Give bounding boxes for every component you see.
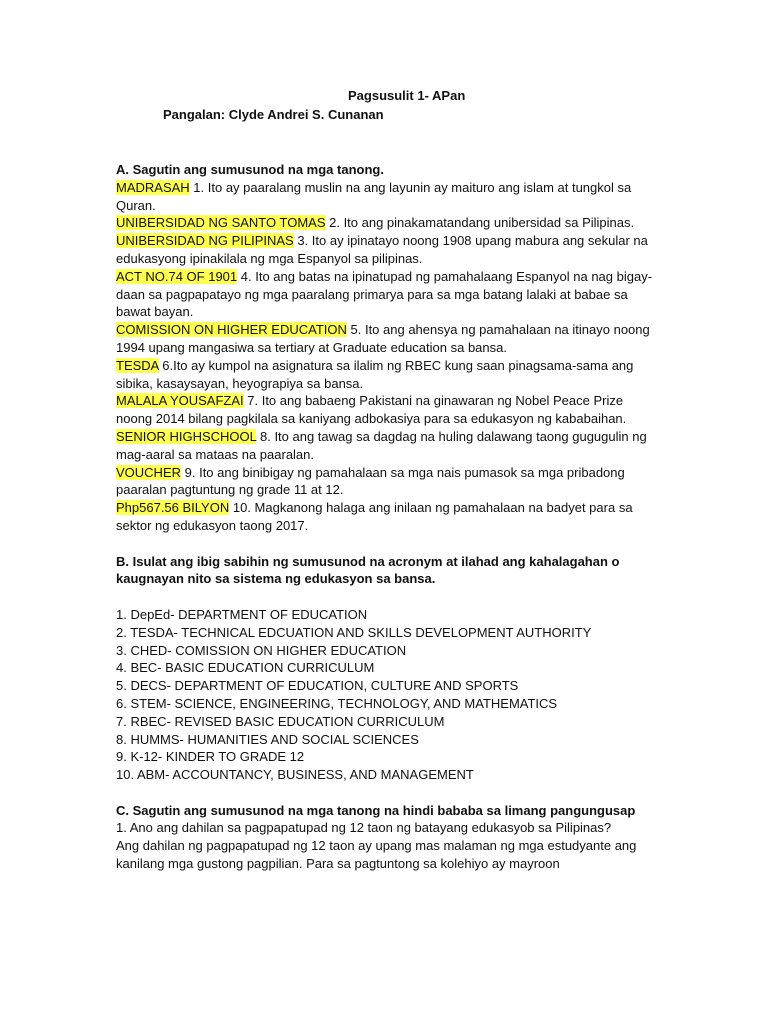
question-item-6 — [116, 357, 656, 393]
highlighted-answer: Php567.56 BILYON — [116, 500, 230, 516]
list-item: 5. DECS- DEPARTMENT OF EDUCATION, CULTURE AND SPORTS — [116, 678, 519, 694]
question-text: 6.Ito ay kumpol na asignatura sa ilalim ng RBEC kung saan pinagsama-sama ang sibika, kasaysayan, heyograpiya sa bansa. — [116, 357, 634, 391]
list-item: 6. STEM- SCIENCE, ENGINEERING, TECHNOLOGY, AND MATHEMATICS — [116, 695, 558, 711]
highlighted-answer: UNIBERSIDAD NG SANTO TOMAS — [116, 215, 326, 231]
question-text: 5. Ito ang ahensya ng pamahalaan na itinayo noong 1994 upang mangasiwa sa tertiary at Graduate education sa bansa. — [116, 322, 650, 355]
highlighted-answer: VOUCHER — [116, 464, 182, 480]
question-item-9 — [116, 464, 656, 500]
highlighted-answer: MADRASAH — [116, 179, 190, 195]
highlighted-answer: UNIBERSIDAD NG PILIPINAS — [116, 233, 294, 249]
question-item-10 — [116, 499, 656, 535]
question-item-3 — [116, 232, 656, 268]
list-item: 2. TESDA- TECHNICAL EDCUATION AND SKILLS DEVELOPMENT AUTHORITY — [116, 624, 592, 640]
list-item: 1. DepEd- DEPARTMENT OF EDUCATION — [116, 606, 368, 622]
highlighted-answer: ACT NO.74 OF 1901 — [116, 268, 238, 284]
question-item-1 — [116, 179, 656, 215]
spacer — [116, 784, 656, 802]
document-title: Pagsusulit 1- APan — [348, 88, 466, 103]
question-text: 3. Ito ay ipinatayo noong 1908 upang mabura ang sekular na edukasyong ipinakilala ng mga Espanyol sa pilipinas. — [116, 233, 648, 266]
question-text: 2. Ito ang pinakamatandang unibersidad sa Pilipinas. — [325, 215, 635, 231]
list-item: 4. BEC- BASIC EDUCATION CURRICULUM — [116, 660, 375, 676]
section-c-question: 1. Ano ang dahilan sa pagpapatupad ng 12 taon ng batayang edukasyob sa Pilipinas? — [116, 820, 612, 836]
question-item-8 — [116, 428, 656, 464]
question-item-4 — [116, 268, 656, 321]
question-text: 4. Ito ang batas na ipinatupad ng pamahalaang Espanyol na nag bigay-daan sa pagpapatayo ng mga paaralang primarya para sa mga batang lalaki at babae sa bawat bayan. — [116, 268, 653, 320]
question-item-7 — [116, 392, 656, 428]
section-c-answer: Ang dahilan ng pagpapatupad ng 12 taon ay upang mas malaman ng mga estudyante ang kanilang mga gustong pagpilian. Para sa pagtuntong sa kolehiyo ay mayroon — [116, 838, 637, 872]
question-text: 8. Ito ang tawag sa dagdag na huling dalawang taong gugugulin ng mag-aaral sa mataas na paaralan. — [116, 428, 647, 462]
highlighted-answer: TESDA — [116, 357, 159, 373]
highlighted-answer: MALALA YOUSAFZAI — [116, 393, 244, 409]
list-item: 10. ABM- ACCOUNTANCY, BUSINESS, AND MANAGEMENT — [116, 767, 474, 783]
student-name: Pangalan: Clyde Andrei S. Cunanan — [163, 107, 384, 122]
list-item: 3. CHED- COMISSION ON HIGHER EDUCATION — [116, 642, 407, 658]
question-text: 1. Ito ay paaralang muslin na ang layunin ay maituro ang islam at tungkol sa Quran. — [116, 179, 632, 213]
acronym-list — [116, 606, 656, 784]
question-item-5 — [116, 321, 656, 357]
question-text: 7. Ito ang babaeng Pakistani na ginawaran ng Nobel Peace Prize noong 2014 bilang pagkilala sa kaniyang adbokasiya para sa edukasyon ng kababaihan. — [116, 393, 627, 427]
question-text: 9. Ito ang binibigay ng pamahalaan sa mga nais pumasok sa mga pribadong paaralan pagtuntung ng grade 11 at 12. — [116, 464, 625, 498]
section-b-heading: B. Isulat ang ibig sabihin ng sumusunod na acronym at ilahad ang kahalagahan o kaugnayan nito sa sistema ng edukasyon sa bansa. — [116, 553, 620, 587]
question-text: 10. Magkanong halaga ang inilaan ng pamahalaan na badyet para sa sektor ng edukasyon taong 2017. — [116, 500, 633, 533]
spacer — [116, 535, 656, 553]
list-item: 8. HUMMS- HUMANITIES AND SOCIAL SCIENCES — [116, 731, 419, 747]
spacer — [116, 588, 656, 606]
document-body — [116, 161, 656, 873]
highlighted-answer: COMISSION ON HIGHER EDUCATION — [116, 322, 347, 338]
highlighted-answer: SENIOR HIGHSCHOOL — [116, 428, 257, 444]
question-item-2 — [116, 214, 656, 232]
list-item: 9. K-12- KINDER TO GRADE 12 — [116, 749, 305, 765]
section-a-heading: A. Sagutin ang sumusunod na mga tanong. — [116, 162, 384, 177]
section-c-heading: C. Sagutin ang sumusunod na mga tanong na hindi bababa sa limang pangungusap — [116, 802, 636, 818]
list-item: 7. RBEC- REVISED BASIC EDUCATION CURRICULUM — [116, 713, 445, 729]
